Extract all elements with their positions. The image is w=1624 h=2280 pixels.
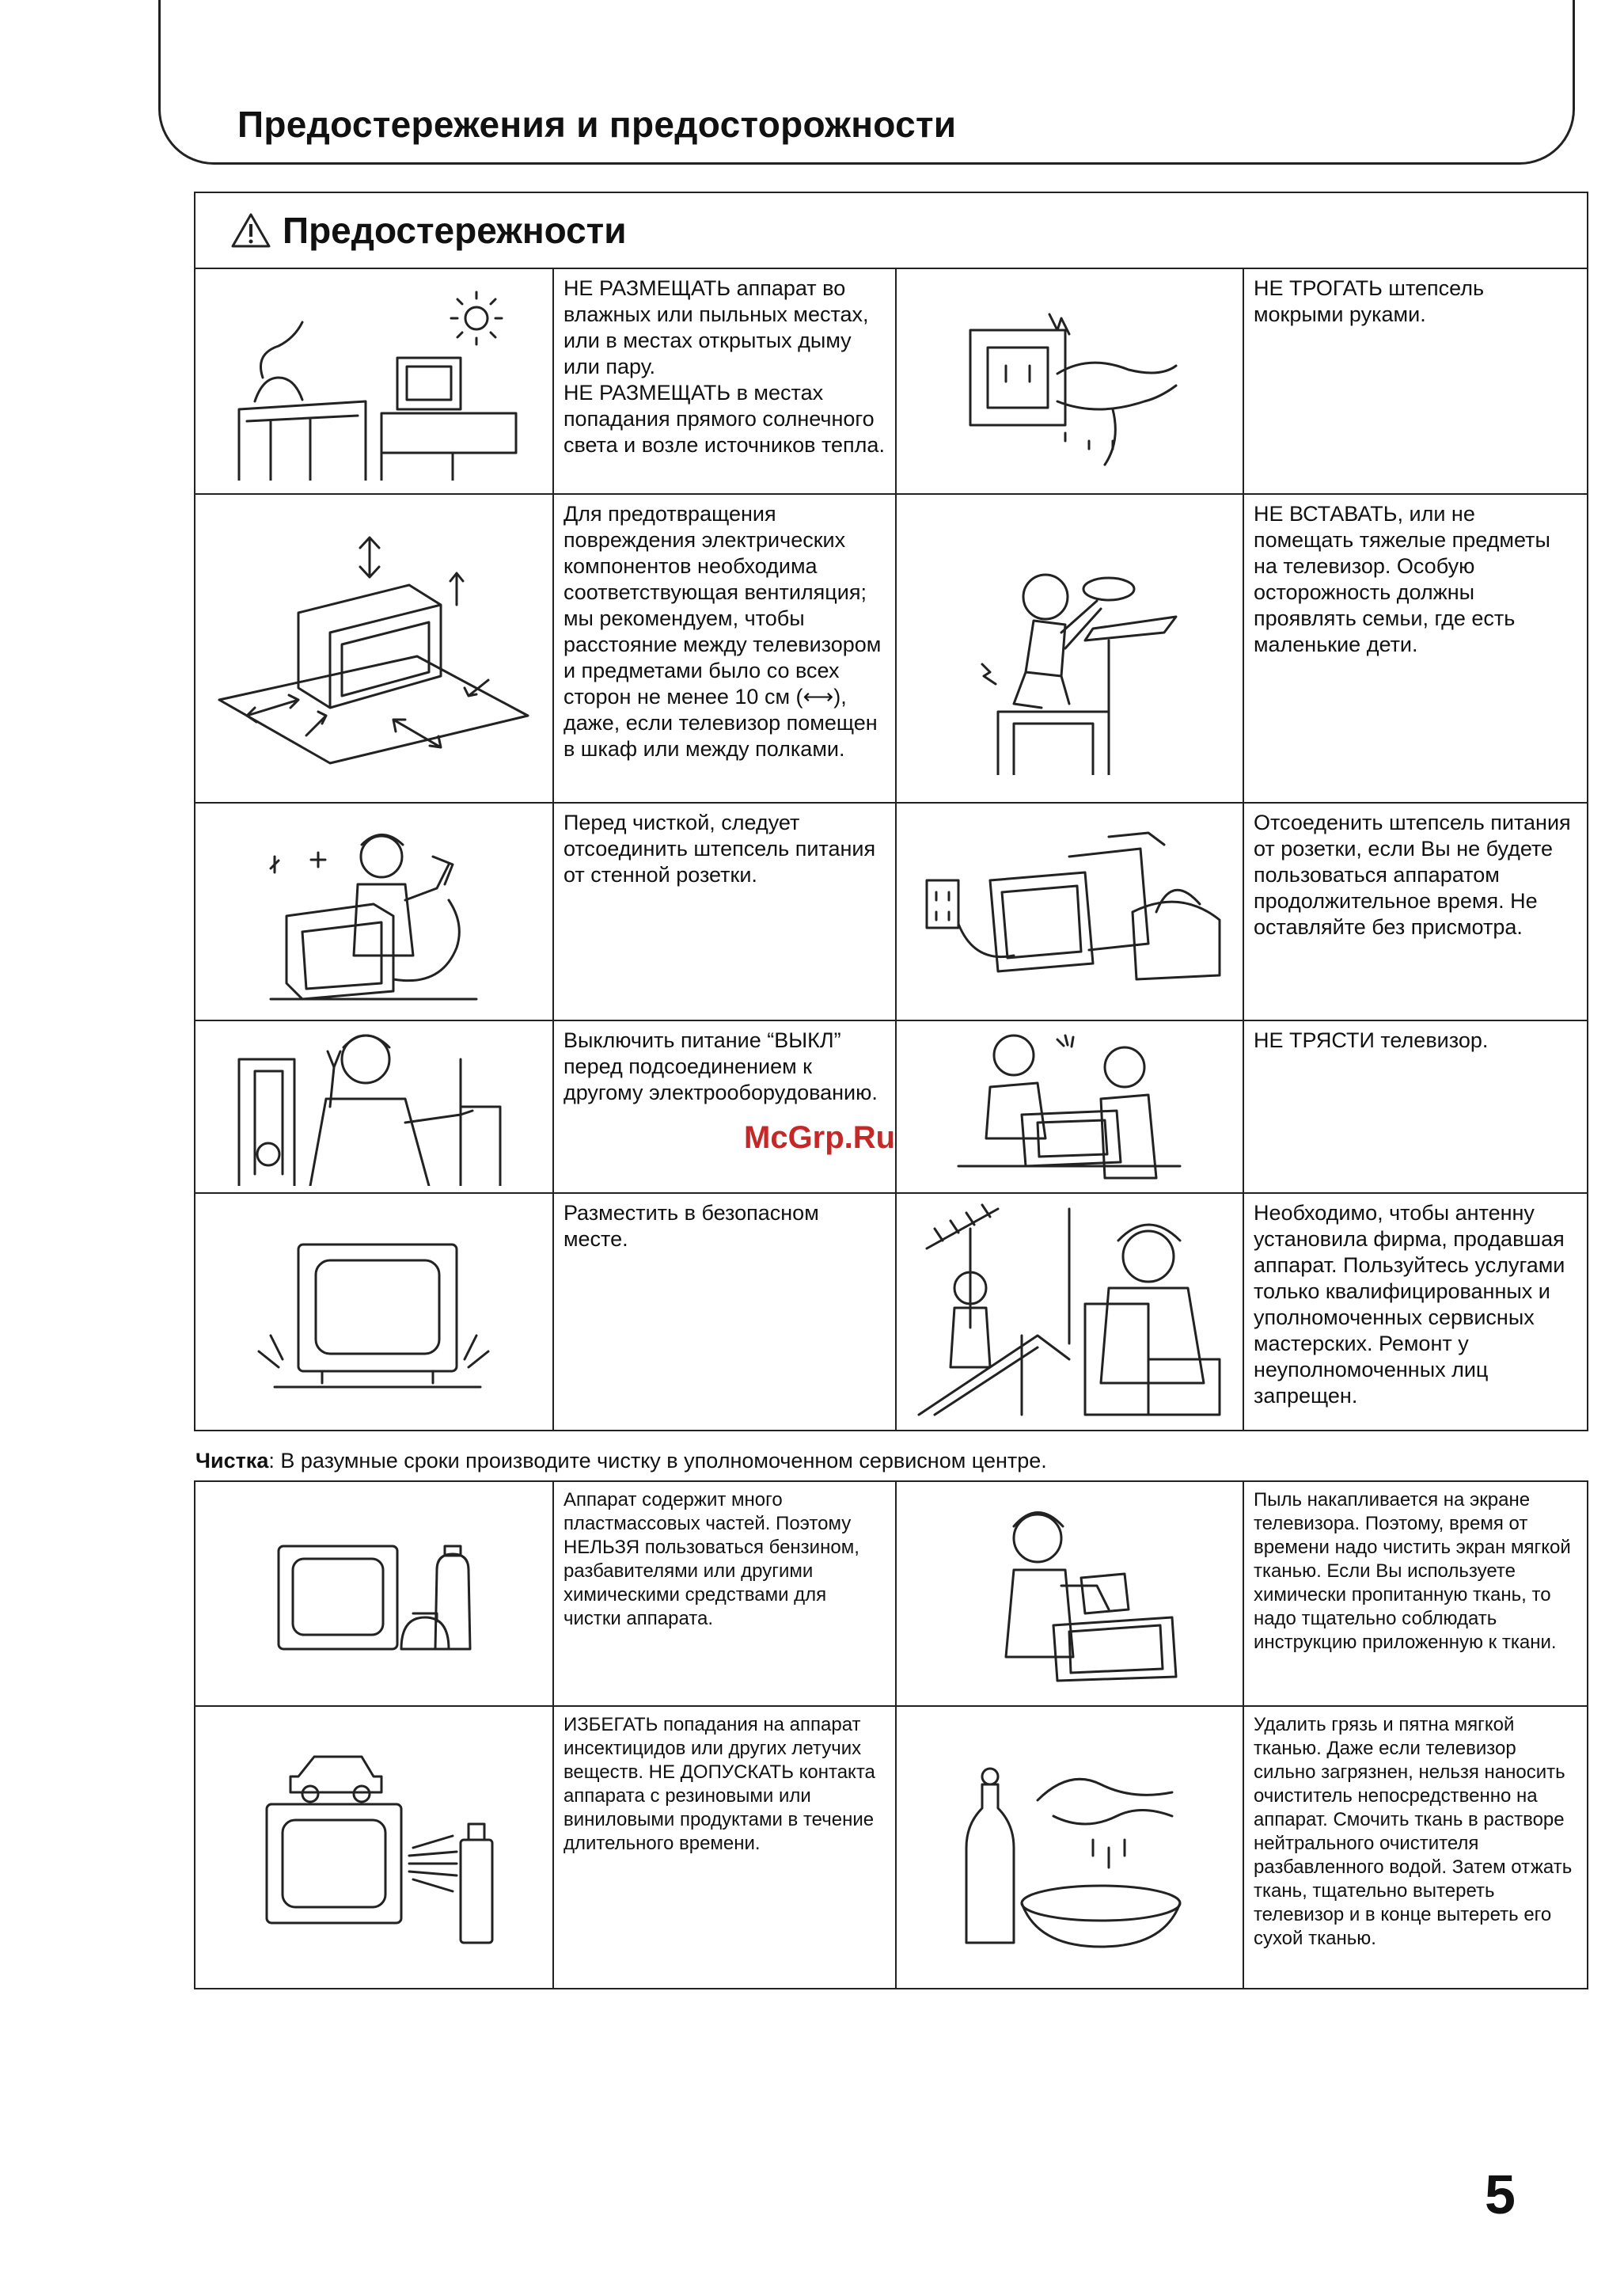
wipe-with-cloth-illustration bbox=[897, 1707, 1244, 1988]
table-row bbox=[195, 1194, 1587, 1430]
cleaning-text: Пыль накапливается на экране телевизора. Поэтому, время от времени надо чистить экран мягкой тканью. Если Вы используете химически пропитанную ткань, то надо тщательно соблюдать инструкцию приложенную к ткани. bbox=[1253, 1489, 1571, 1653]
no-insecticides-illustration bbox=[195, 1707, 554, 1988]
precaution-text: НЕ ВСТАВАТЬ, или не помещать тяжелые предметы на телевизор. Особую осторожность должны проявлять семьи, где есть маленькие дети. bbox=[1253, 502, 1550, 656]
cleaning-text: Аппарат содержит много пластмассовых частей. Поэтому НЕЛЬЗЯ пользоваться бензином, разбавителями или другими химическими средствами для чистки аппарата. bbox=[554, 1482, 897, 1705]
warning-icon bbox=[230, 211, 271, 249]
precaution-text: Выключить питание “ВЫКЛ” перед подсоединением к другому электрооборудованию. bbox=[554, 1021, 897, 1192]
watermark: McGrp.Ru bbox=[744, 1120, 896, 1155]
no-chemicals-illustration bbox=[195, 1482, 554, 1705]
precaution-text: Для предотвращения повреждения электрических компонентов необходима соответствующая вентиляция; мы рекомендуем, чтобы расстояние между телевизором и предметами было со всех сторон не менее 10 см (⟷), даже, если телевизор помещен в шкаф или между полками. bbox=[554, 495, 897, 802]
safe-place-illustration bbox=[195, 1194, 554, 1430]
precaution-text: Перед чисткой, следует отсоединить штепсель питания от стенной розетки. bbox=[554, 804, 897, 1020]
precaution-text: Разместить в безопасном месте. bbox=[554, 1194, 897, 1430]
table-row bbox=[195, 269, 1587, 495]
section-header bbox=[195, 193, 1587, 269]
unplug-before-cleaning-illustration bbox=[195, 804, 554, 1020]
wet-hands-plug-illustration bbox=[897, 269, 1244, 493]
ventilation-illustration bbox=[195, 495, 554, 802]
table-row bbox=[195, 804, 1587, 1021]
precaution-text: НЕ ТРОГАТЬ штепсель мокрыми руками. bbox=[1253, 276, 1485, 326]
precaution-text: НЕ РАЗМЕЩАТЬ аппарат во влажных или пыльных местах, или в местах открытых дыму или пару. НЕ РАЗМЕЩАТЬ в местах попадания прямого солнечного света и возле источников тепла. bbox=[554, 269, 897, 493]
cleaning-note-label: Чистка bbox=[195, 1449, 269, 1472]
child-climbing-illustration bbox=[897, 495, 1244, 802]
kitchen-illustration bbox=[195, 269, 554, 493]
precaution-text: НЕ ТРЯСТИ телевизор. bbox=[1253, 1028, 1489, 1052]
do-not-shake-illustration bbox=[897, 1021, 1244, 1192]
power-off-before-connecting-illustration bbox=[195, 1021, 554, 1192]
page-number: 5 bbox=[1485, 2164, 1516, 2225]
precaution-text: Необходимо, чтобы антенну установила фирма, продавшая аппарат. Пользуйтесь услугами только квалифицированных и уполномоченных сервисных мастерских. Ремонт у неуполномоченных лиц запрещен. bbox=[1253, 1201, 1565, 1408]
antenna-installation-illustration bbox=[897, 1194, 1244, 1430]
page-title: Предостережения и предосторожности bbox=[237, 104, 957, 145]
table-row bbox=[195, 1707, 1587, 1988]
table-row bbox=[195, 1021, 1587, 1194]
table-row bbox=[195, 495, 1587, 804]
cleaning-text: Удалить грязь и пятна мягкой тканью. Даже если телевизор сильно загрязнен, нельзя наносить очиститель непосредственно на аппарат. Смочить ткань в растворе нейтрального очистителя разбавленного водой. Затем отжать ткань, тщательно вытереть телевизор и в конце вытереть его сухой тканью. bbox=[1253, 1714, 1573, 1949]
section-title: Предостережности bbox=[283, 210, 627, 251]
unplug-long-absence-illustration bbox=[897, 804, 1244, 1020]
dust-cleaning-illustration bbox=[897, 1482, 1244, 1705]
table-row bbox=[195, 1482, 1587, 1707]
cleaning-table bbox=[194, 1480, 1588, 1989]
precaution-text: Отсоеденить штепсель питания от розетки, если Вы не будете пользоваться аппаратом продолжительное время. Не оставляйте без присмотра. bbox=[1253, 811, 1571, 939]
precautions-table bbox=[194, 192, 1588, 1431]
cleaning-note bbox=[195, 1449, 1047, 1473]
cleaning-text: ИЗБЕГАТЬ попадания на аппарат инсектицидов или других летучих веществ. НЕ ДОПУСКАТЬ контакта аппарата с резиновыми или виниловыми продуктами в течение длительного времени. bbox=[554, 1707, 897, 1988]
cleaning-note-text: : В разумные сроки производите чистку в уполномоченном сервисном центре. bbox=[268, 1449, 1047, 1472]
